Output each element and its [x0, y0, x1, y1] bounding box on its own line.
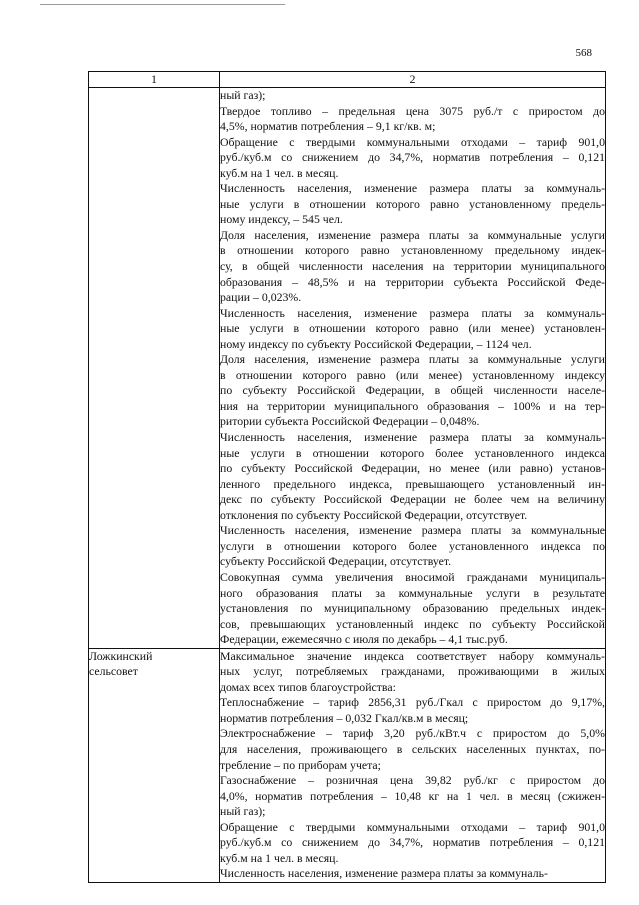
paragraph — [220, 695, 605, 726]
text-line: ритории субъекта Российской Федерации – 0,048%. — [220, 414, 480, 429]
text-line: требление – по приборам учета; — [220, 757, 381, 772]
text-line: руб./куб.м со снижением до 34,7%, норматив потребления – 0,121 — [220, 835, 605, 850]
text-line: Численность населения, изменение размера платы за коммуналь- — [220, 866, 548, 881]
text-line: домах всех типов благоустройства: — [220, 679, 396, 694]
paragraph — [220, 570, 605, 648]
text-line: 4,0%, норматив потребления – 10,48 кг на 1 чел. в месяц (сжижен- — [220, 788, 605, 803]
text-line: рации – 0,023%. — [220, 290, 302, 305]
text-line: Численность населения, изменение размера платы за коммуналь- — [220, 181, 605, 196]
table-row — [89, 648, 606, 882]
text-line: субъекту Российской Федерации, отсутствует. — [220, 554, 452, 569]
text-line: Численность населения, изменение размера платы за коммунальные — [220, 523, 605, 538]
text-line: Доля населения, изменение размера платы за коммунальные услуги — [220, 227, 605, 242]
text-line: отклонения по субъекту Российской Федерации, отсутствует. — [220, 507, 528, 522]
paragraph — [220, 820, 605, 867]
paragraph — [220, 726, 605, 773]
text-line: ный газ); — [220, 88, 266, 102]
municipality-cell — [89, 88, 220, 649]
text-line: установления по муниципальному образованию предельных индек- — [220, 601, 605, 616]
text-line: норматив потребления – 0,032 Гкал/кв.м в месяц; — [220, 710, 469, 725]
text-line: для населения, проживающего в сельских населенных пунктах, по- — [220, 741, 605, 756]
text-line: Численность населения, изменение размера платы за коммуналь- — [220, 305, 605, 320]
text-line: в отношении которого равно (или менее) установленному индексу — [220, 367, 605, 382]
paragraph — [220, 104, 605, 135]
paragraph — [220, 228, 605, 306]
text-line: 4,5%, норматив потребления – 9,1 кг/кв. м; — [220, 119, 436, 134]
text-line: Газоснабжение – розничная цена 39,82 руб./кг с приростом до — [220, 773, 605, 788]
text-line: су, в общей численности населения на территории муниципального — [220, 259, 605, 274]
text-line: по субъекту Российской Федерации, но менее (или равно) установ- — [220, 461, 605, 476]
text-line: образования – 48,5% и на территории субъекта Российской Феде- — [220, 274, 605, 289]
text-line: Доля населения, изменение размера платы за коммунальные услуги — [220, 352, 605, 367]
column-header: 2 — [220, 72, 606, 88]
text-line: ные услуги в отношении которого равно (или менее) установлен- — [220, 321, 605, 336]
text-line: в отношении которого равно установленному предельному индек- — [220, 243, 605, 258]
text-line: Электроснабжение – тариф 3,20 руб./кВт.ч с приростом до 5,0% — [220, 726, 605, 741]
text-line: Твердое топливо – предельная цена 3075 руб./т с приростом до — [220, 103, 605, 118]
paragraph — [220, 523, 605, 570]
paragraph — [220, 773, 605, 820]
page-number: 568 — [575, 47, 592, 59]
municipality-name-line: Ложкинский — [89, 648, 153, 663]
description-cell — [220, 648, 606, 882]
paragraph — [220, 649, 605, 696]
table-row — [89, 88, 606, 649]
text-line: сов, превышающих установленный индекс по субъекту Российской — [220, 616, 605, 631]
text-line: ному индексу по субъекту Российской Федерации, – 1124 чел. — [220, 336, 532, 351]
text-line: руб./куб.м со снижением до 34,7%, норматив потребления – 0,121 — [220, 150, 605, 165]
text-line: Обращение с твердыми коммунальными отходами – тариф 901,0 — [220, 134, 605, 149]
paragraph — [220, 430, 605, 523]
text-line: услуги в отношении которого более установленного индекса по — [220, 538, 605, 553]
column-header: 1 — [89, 72, 220, 88]
text-line: Теплоснабжение – тариф 2856,31 руб./Гкал с приростом до 9,17%, — [220, 695, 605, 710]
text-line: по субъекту Российской Федерации, в общей численности населе- — [220, 383, 605, 398]
text-line: Федерации, ежемесячно с июля по декабрь – 4,1 тыс.руб. — [220, 632, 508, 647]
text-line: Численность населения, изменение размера платы за коммуналь- — [220, 430, 605, 445]
paragraph — [220, 306, 605, 353]
paragraph — [220, 352, 605, 430]
description-cell — [220, 88, 606, 649]
text-line: ных услуг, потребляемых гражданами, проживающими в жилых — [220, 664, 605, 679]
scan-edge-line — [40, 4, 285, 5]
municipality-cell — [89, 648, 220, 882]
table-header-row — [89, 72, 606, 88]
municipality-name-line: сельсовет — [89, 664, 138, 679]
document-table — [88, 71, 606, 883]
text-line: Совокупная сумма увеличения вносимой гражданами муниципаль- — [220, 569, 605, 584]
text-line: ния на территории муниципального образования – 100% и на тер- — [220, 398, 605, 413]
paragraph — [220, 866, 605, 882]
text-line: Обращение с твердыми коммунальными отходами – тариф 901,0 — [220, 819, 605, 834]
text-line: куб.м на 1 чел. в месяц. — [220, 165, 339, 180]
paragraph — [220, 88, 605, 104]
text-line: ленного предельного индекса, превышающего установленный ин- — [220, 476, 605, 491]
text-line: ного образования платы за коммунальные услуги в результате — [220, 585, 605, 600]
paragraph — [220, 135, 605, 182]
text-line: ный газ); — [220, 804, 266, 819]
text-line: декс по субъекту Российской Федерации не более чем на величину — [220, 492, 605, 507]
text-line: Максимальное значение индекса соответствует набору коммуналь- — [220, 648, 605, 663]
text-line: ному индексу, – 545 чел. — [220, 212, 343, 227]
text-line: куб.м на 1 чел. в месяц. — [220, 850, 339, 865]
text-line: ные услуги в отношении которого более установленного индекса — [220, 445, 605, 460]
text-line: ные услуги в отношении которого равно установленному предель- — [220, 196, 605, 211]
paragraph — [220, 181, 605, 228]
